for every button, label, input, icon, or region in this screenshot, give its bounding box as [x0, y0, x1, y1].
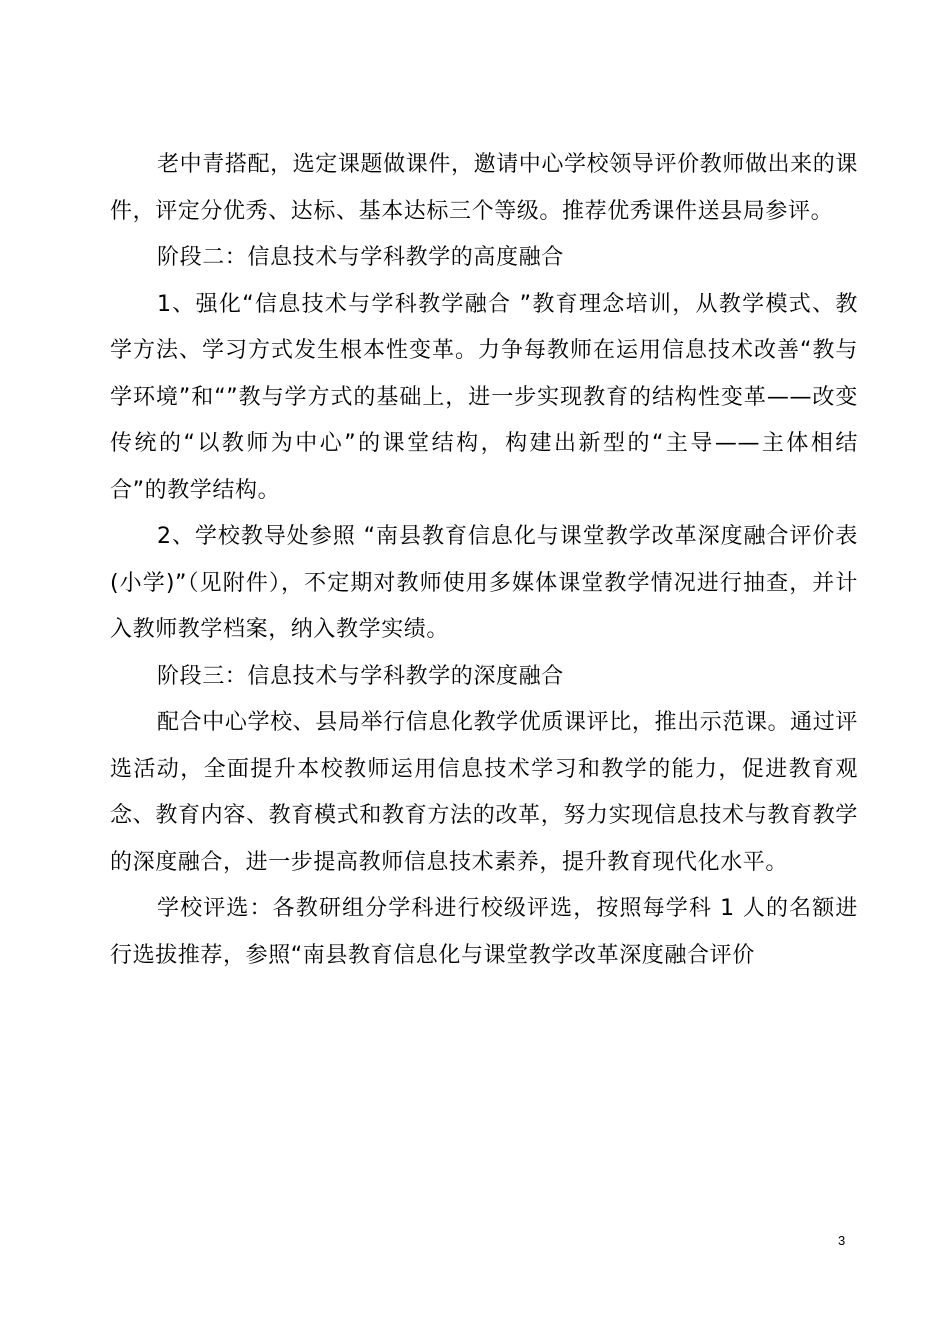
- body-paragraph: 1、强化“信息技术与学科教学融合 ”教育理念培训，从教学模式、教学方法、学习方式发生根本性变革。力争每教师在运用信息技术改善“教与学环境”和“”教与学方式的基础上，进一步实现教育的结构性变革——改变传统的“以教师为中心”的课堂结构，构建出新型的“主导——主体相结合”的教学结构。: [110, 291, 858, 503]
- section-heading-stage-two: 阶段二：信息技术与学科教学的高度融合: [157, 245, 564, 270]
- body-paragraph: 配合中心学校、县局举行信息化教学优质课评比，推出示范课。通过评选活动，全面提升本校教师运用信息技术学习和教学的能力，促进教育观念、教育内容、教育模式和教育方法的改革，努力实现信息技术与教育教学的深度融合，进一步提高教师信息技术素养，提升教育现代化水平。: [110, 710, 858, 875]
- document-body: [110, 142, 858, 979]
- body-paragraph: 老中青搭配，选定课题做课件，邀请中心学校领导评价教师做出来的课件，评定分优秀、达标、基本达标三个等级。推荐优秀课件送县局参评。: [110, 152, 858, 224]
- page-number: 3: [838, 1233, 846, 1248]
- section-heading-stage-three: 阶段三：信息技术与学科教学的深度融合: [157, 663, 564, 689]
- body-paragraph: 2、学校教导处参照 “南县教育信息化与课堂教学改革深度融合评价表(小学)”（见附件），不定期对教师使用多媒体课堂教学情况进行抽查，并计入教师教学档案，纳入教学实绩。: [110, 524, 858, 642]
- body-paragraph: 学校评选：各教研组分学科进行校级评选，按照每学科 1 人的名额进行选拔推荐，参照“南县教育信息化与课堂教学改革深度融合评价: [110, 896, 858, 968]
